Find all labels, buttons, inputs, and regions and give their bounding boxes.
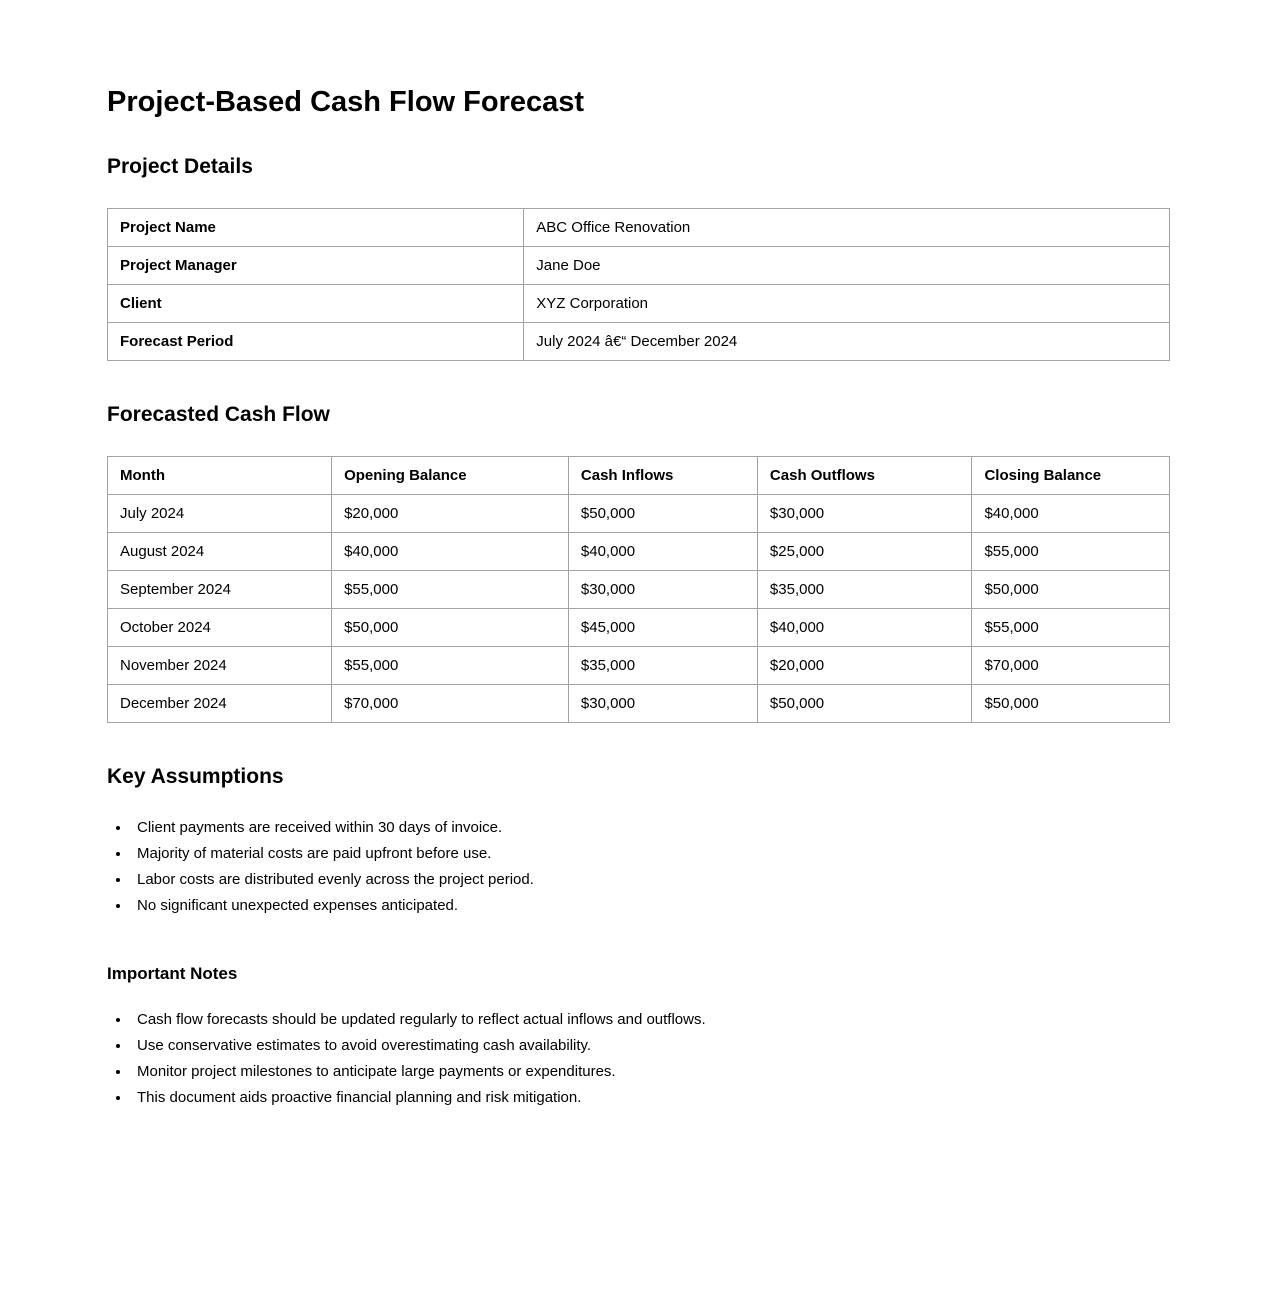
table-row (108, 609, 1170, 647)
cell-month: August 2024 (108, 533, 332, 571)
list-item: • Monitor project milestones to anticipate large payments or expenditures. (131, 1062, 1170, 1081)
table-row (108, 285, 1170, 323)
assumptions-list (107, 818, 1170, 915)
project-details-table (107, 208, 1170, 361)
cell-cash-outflows: $50,000 (757, 685, 972, 723)
cell-month: September 2024 (108, 571, 332, 609)
detail-value: Jane Doe (524, 247, 1170, 285)
cell-month: December 2024 (108, 685, 332, 723)
list-item: • No significant unexpected expenses anticipated. (131, 896, 1170, 915)
detail-label: Forecast Period (108, 323, 524, 361)
list-item: • Use conservative estimates to avoid overestimating cash availability. (131, 1036, 1170, 1055)
detail-label: Project Manager (108, 247, 524, 285)
table-row (108, 247, 1170, 285)
cell-opening-balance: $40,000 (332, 533, 569, 571)
list-item: • This document aids proactive financial planning and risk mitigation. (131, 1088, 1170, 1107)
cell-cash-inflows: $30,000 (568, 571, 757, 609)
column-header-closing-balance: Closing Balance (972, 457, 1170, 495)
cell-cash-inflows: $50,000 (568, 495, 757, 533)
column-header-opening-balance: Opening Balance (332, 457, 569, 495)
table-row (108, 647, 1170, 685)
cell-cash-outflows: $25,000 (757, 533, 972, 571)
cell-cash-inflows: $40,000 (568, 533, 757, 571)
table-row (108, 685, 1170, 723)
table-header-row (108, 457, 1170, 495)
table-row (108, 533, 1170, 571)
cell-opening-balance: $55,000 (332, 571, 569, 609)
detail-value: XYZ Corporation (524, 285, 1170, 323)
list-item: • Cash flow forecasts should be updated regularly to reflect actual inflows and outflows. (131, 1010, 1170, 1029)
cell-opening-balance: $55,000 (332, 647, 569, 685)
cell-closing-balance: $55,000 (972, 533, 1170, 571)
cell-closing-balance: $70,000 (972, 647, 1170, 685)
cell-closing-balance: $50,000 (972, 571, 1170, 609)
table-row (108, 323, 1170, 361)
cell-cash-outflows: $30,000 (757, 495, 972, 533)
forecast-table (107, 456, 1170, 723)
column-header-month: Month (108, 457, 332, 495)
cell-cash-inflows: $35,000 (568, 647, 757, 685)
table-row (108, 571, 1170, 609)
cell-month: July 2024 (108, 495, 332, 533)
column-header-cash-outflows: Cash Outflows (757, 457, 972, 495)
cell-month: October 2024 (108, 609, 332, 647)
cell-cash-outflows: $40,000 (757, 609, 972, 647)
detail-label: Client (108, 285, 524, 323)
cell-cash-outflows: $35,000 (757, 571, 972, 609)
page-title: Project-Based Cash Flow Forecast (107, 86, 585, 118)
cell-cash-inflows: $45,000 (568, 609, 757, 647)
cell-month: November 2024 (108, 647, 332, 685)
cell-opening-balance: $20,000 (332, 495, 569, 533)
cell-cash-outflows: $20,000 (757, 647, 972, 685)
cell-cash-inflows: $30,000 (568, 685, 757, 723)
assumptions-heading: Key Assumptions (107, 765, 284, 788)
cell-closing-balance: $50,000 (972, 685, 1170, 723)
cell-closing-balance: $40,000 (972, 495, 1170, 533)
column-header-cash-inflows: Cash Inflows (568, 457, 757, 495)
list-item: • Majority of material costs are paid upfront before use. (131, 844, 1170, 863)
list-item: • Labor costs are distributed evenly across the project period. (131, 870, 1170, 889)
cell-opening-balance: $70,000 (332, 685, 569, 723)
detail-label: Project Name (108, 209, 524, 247)
list-item: • Client payments are received within 30 days of invoice. (131, 818, 1170, 837)
cell-closing-balance: $55,000 (972, 609, 1170, 647)
notes-list (107, 1010, 1170, 1107)
cell-opening-balance: $50,000 (332, 609, 569, 647)
detail-value: ABC Office Renovation (524, 209, 1170, 247)
forecast-heading: Forecasted Cash Flow (107, 403, 330, 426)
project-details-heading: Project Details (107, 155, 253, 178)
table-row (108, 495, 1170, 533)
detail-value: July 2024 â€“ December 2024 (524, 323, 1170, 361)
table-row (108, 209, 1170, 247)
notes-heading: Important Notes (107, 964, 238, 983)
